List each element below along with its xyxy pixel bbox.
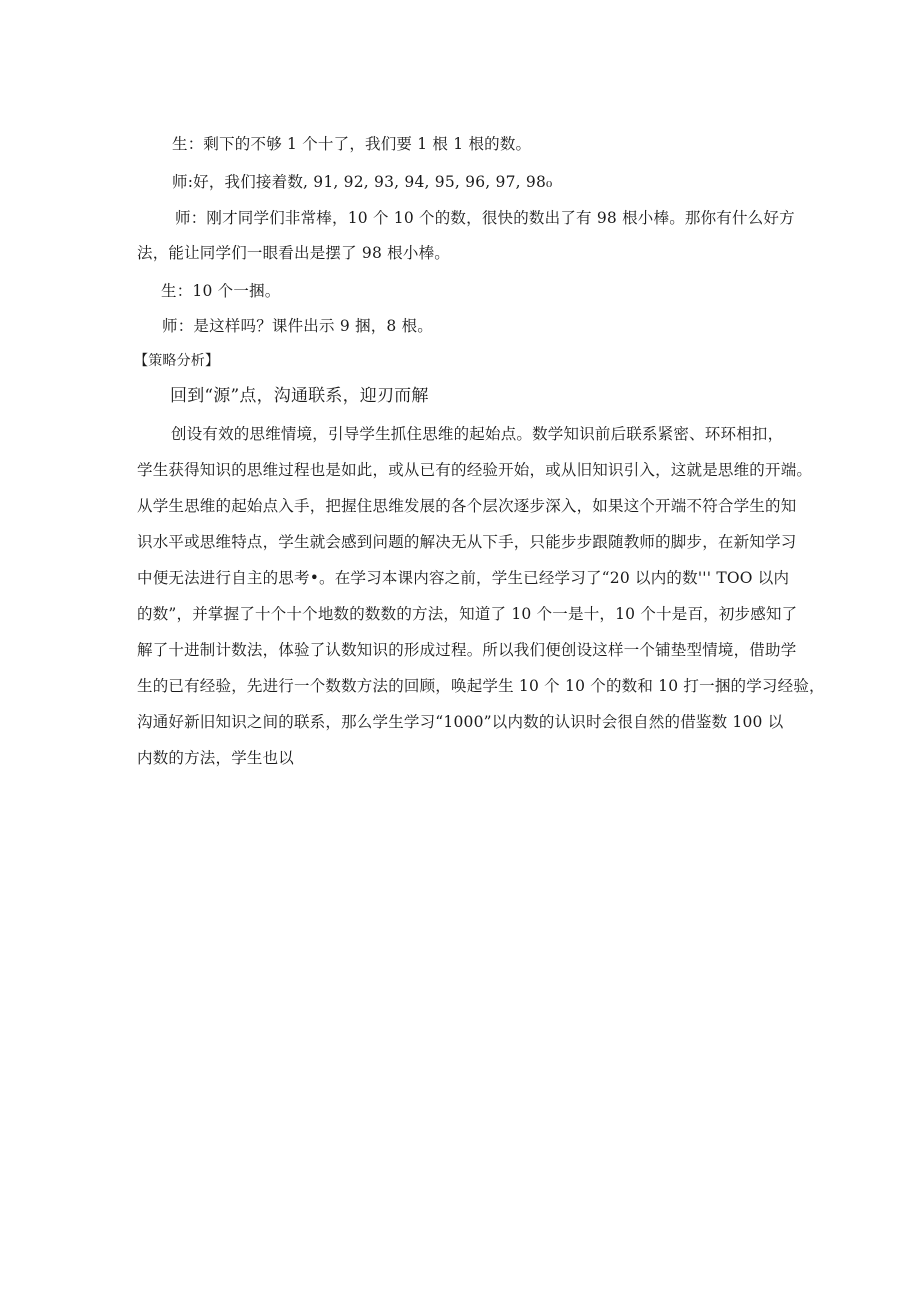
analysis-line-5: 中便无法进行自主的思考•。在学习本课内容之前，学生已经学习了“20 以内的数''' TOO 以内 [137,569,790,587]
analysis-line-6: 的数”，并掌握了十个十个地数的数数的方法，知道了 10 个一是十，10 个十是百，初步感知了 [137,605,798,623]
dialogue-line-teacher-3: 师：是这样吗？课件出示 9 捆，8 根。 [162,317,434,335]
dialogue-line-student-1: 生：剩下的不够 1 个十了，我们要 1 根 1 根的数。 [172,135,532,153]
dialogue-line-teacher-1: 师:好，我们接着数, 91, 92, 93, 94, 95, 96, 97, 98₀ [172,173,553,191]
dialogue-line-student-2: 生：10 个一捆。 [161,282,281,300]
analysis-line-10: 内数的方法，学生也以 [137,749,295,767]
analysis-line-3: 从学生思维的起始点入手，把握住思维发展的各个层次逐步深入，如果这个开端不符合学生的知 [137,497,797,515]
analysis-line-9: 沟通好新旧知识之间的联系，那么学生学习“1000”以内数的认识时会很自然的借鉴数 100 以 [137,713,784,731]
analysis-line-2: 学生获得知识的思维过程也是如此，或从已有的经验开始，或从旧知识引入，这就是思维的开端。 [137,461,813,479]
analysis-line-7: 解了十进制计数法，体验了认数知识的形成过程。所以我们便创设这样一个铺垫型情境，借助学 [137,641,797,659]
analysis-line-1: 创设有效的思维情境，引导学生抓住思维的起始点。数学知识前后联系紧密、环环相扣， [171,425,784,443]
analysis-line-4: 识水平或思维特点，学生就会感到问题的解决无从下手，只能步步跟随教师的脚步，在新知学习 [137,533,797,551]
dialogue-line-teacher-2: 师：刚才同学们非常棒，10 个 10 个的数，很快的数出了有 98 根小棒。那你有什么好方 [175,209,795,227]
section-heading: 【策略分析】 [134,353,220,369]
dialogue-line-teacher-2-cont: 法，能让同学们一眼看出是摆了 98 根小棒。 [137,244,450,262]
analysis-line-8: 生的已有经验，先进行一个数数方法的回顾，唤起学生 10 个 10 个的数和 10 打一捆的学习经验， [137,677,825,695]
section-subheading: 回到“源”点，沟通联系，迎刃而解 [170,386,429,406]
